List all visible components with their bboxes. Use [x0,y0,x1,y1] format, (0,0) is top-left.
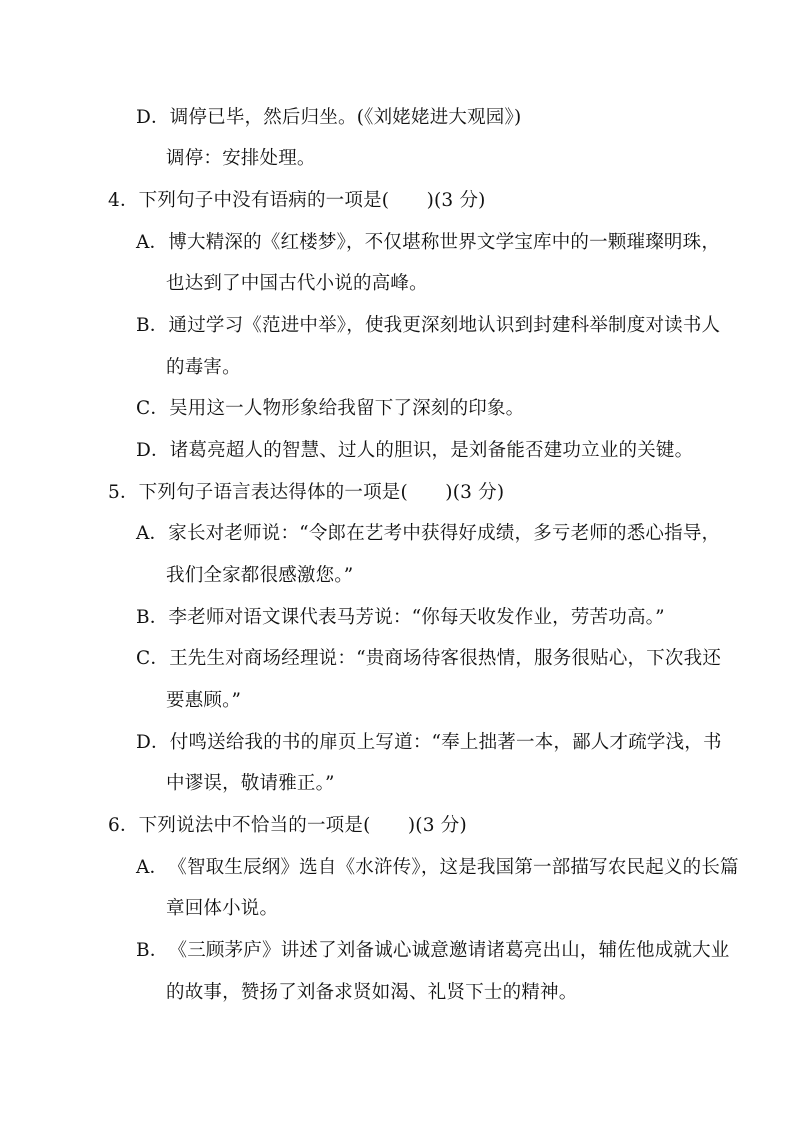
option-text: 吴用这一人物形象给我留下了深刻的印象。 [169,398,525,419]
option-label: D． [136,440,170,461]
option-text: 王先生对商场经理说：“贵商场待客很热情，服务很贴心，下次我还 [169,648,722,669]
question-4-option-a-cont: 也达到了中国古代小说的高峰。 [166,273,428,294]
question-4-option-a [136,231,720,255]
option-label: A． [136,232,169,253]
question-6-option-a-cont: 章回体小说。 [166,898,279,919]
option-text: 调停已毕，然后归坐。(《刘姥姥进大观园》) [169,107,522,128]
question-4-option-c [136,397,524,421]
question-4-option-d [136,439,693,463]
question-6-stem: 6．下列说法中不恰当的一项是( )(3 分) [108,815,467,836]
option-text: 李老师对语文课代表马芳说：“你每天收发作业，劳苦功高。” [168,607,665,628]
question-4-option-b [136,314,720,338]
question-6-option-b [136,939,730,963]
option-text: 通过学习《范进中举》，使我更深刻地认识到封建科举制度对读书人 [168,315,721,336]
question-5-option-c [136,647,721,671]
question-4-option-b-cont: 的毒害。 [166,357,241,378]
prev-note: 调停：安排处理。 [166,148,316,169]
option-label: A． [136,857,169,878]
question-5-option-b [136,606,665,630]
question-5-option-c-cont: 要惠顾。” [166,690,242,711]
option-label: B． [136,940,169,961]
option-label: B． [136,315,169,336]
option-label: A． [136,523,169,544]
option-text: 付鸣送给我的书的扉页上写道：“奉上拙著一本，鄙人才疏学浅，书 [169,732,722,753]
question-5-option-a [136,522,720,546]
option-label: C． [136,648,170,669]
question-5-option-d-cont: 中谬误，敬请雅正。” [166,773,335,794]
prev-option-d [136,106,521,130]
option-label: B． [136,607,169,628]
option-text: 《智取生辰纲》选自《水浒传》，这是我国第一部描写农民起义的长篇 [168,857,739,878]
option-label: D． [136,732,170,753]
option-text: 诸葛亮超人的智慧、过人的胆识，是刘备能否建功立业的关键。 [169,440,694,461]
option-text: 家长对老师说：“令郎在艺考中获得好成绩，多亏老师的悉心指导， [168,523,721,544]
question-5-stem: 5．下列句子语言表达得体的一项是( )(3 分) [108,482,505,503]
question-6-option-b-cont: 的故事，赞扬了刘备求贤如渴、礼贤下士的精神。 [166,982,578,1003]
question-5-option-a-cont: 我们全家都很感激您。” [166,565,354,586]
option-text: 《三顾茅庐》讲述了刘备诚心诚意邀请诸葛亮出山，辅佐他成就大业 [168,940,730,961]
option-label: D． [136,107,170,128]
option-text: 博大精深的《红楼梦》，不仅堪称世界文学宝库中的一颗璀璨明珠， [168,232,721,253]
option-label: C． [136,398,170,419]
question-5-option-d [136,731,722,755]
question-4-stem: 4．下列句子中没有语病的一项是( )(3 分) [108,190,486,211]
question-6-option-a [136,856,739,880]
